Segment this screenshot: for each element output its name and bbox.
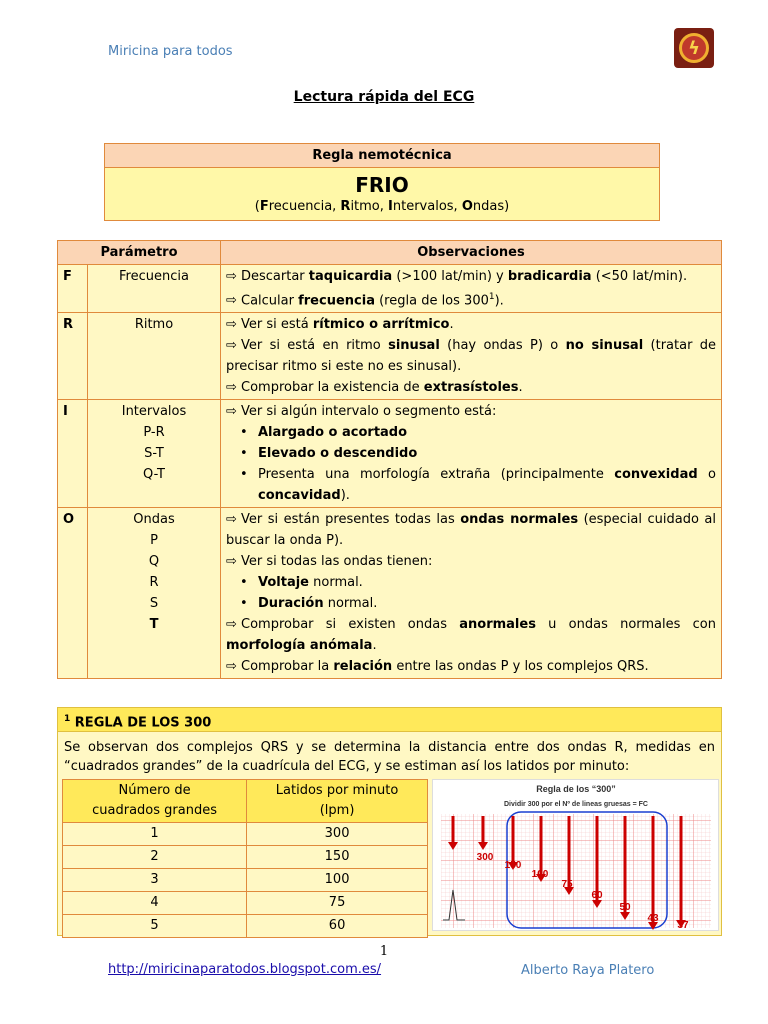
arrow-icon: ⇨ bbox=[226, 404, 237, 420]
ecg-rate-label: 50 bbox=[619, 902, 631, 913]
ecg-rate-label: 150 bbox=[504, 860, 522, 871]
row-letter: F bbox=[58, 265, 88, 313]
regla-heading: $^1$ REGLA DE LOS 300 bbox=[58, 708, 721, 732]
row-observations: ⇨ Ver si está rítmico o arrítmico. ⇨ Ver si está en ritmo sinusal (hay ondas P) o no sinusal (tratar de precisar ritmo si este no es sinusal). ⇨ Comprobar la existencia de extrasístoles. bbox=[221, 313, 722, 400]
arrow-icon: ⇨ bbox=[226, 338, 237, 354]
ecg-rate-label: 75 bbox=[561, 879, 573, 890]
arrow-icon: ⇨ bbox=[226, 554, 237, 570]
arrow-icon: ⇨ bbox=[226, 617, 237, 633]
table-row: 3 100 bbox=[63, 869, 428, 892]
row-observations: ⇨ Ver si algún intervalo o segmento está: • Alargado o acortado • Elevado o descendido • Presenta una morfología extraña (principalmente convexidad o concavidad). bbox=[221, 400, 722, 508]
mnemonic-heading: Regla nemotécnica bbox=[105, 144, 659, 168]
row-name: Intervalos P-R S-T Q-T bbox=[88, 400, 221, 508]
regla-text: Se observan dos complejos QRS y se determina la distancia entre dos ondas R, medidas en “cuadrados grandes” de la cuadrícula del ECG, y se estiman así los latidos por minuto: bbox=[64, 740, 715, 774]
ecg-rate-label: 37 bbox=[677, 920, 689, 930]
figure-subtitle: Dividir 300 por el Nº de lineas gruesas = FC bbox=[504, 801, 648, 808]
column-header-observaciones: Observaciones bbox=[221, 241, 722, 265]
page-title: Lectura rápida del ECG bbox=[293, 89, 475, 105]
table-row: 5 60 bbox=[63, 915, 428, 938]
table-row: 4 75 bbox=[63, 892, 428, 915]
blog-link[interactable]: http://miricinaparatodos.blogspot.com.es/ bbox=[108, 962, 382, 977]
row-observations: ⇨ Descartar taquicardia (>100 lat/min) y bradicardia (<50 lat/min). ⇨ Calcular frecuencia (regla de los $300^1$). bbox=[221, 265, 722, 313]
arrow-icon: ⇨ bbox=[226, 269, 237, 284]
arrow-icon: ⇨ bbox=[226, 293, 237, 309]
table-row: 2 150 bbox=[63, 846, 428, 869]
table-row bbox=[58, 400, 722, 508]
page-number: 1 bbox=[379, 944, 389, 959]
mnemonic-box bbox=[104, 143, 660, 221]
lightning-logo-icon bbox=[674, 28, 714, 68]
mnemonic-expansion: (Frecuencia, Ritmo, Intervalos, Ondas) bbox=[254, 199, 510, 214]
row-observations: ⇨ Ver si están presentes todas las ondas normales (especial cuidado al buscar la onda P). ⇨ Ver si todas las ondas tienen: • Voltaje normal. • Duración normal. ⇨ Comprobar si existen ondas anormales u ondas normales con morfología anómala. ⇨ Comprobar la relación entre las ondas P y los complejos QRS. bbox=[221, 508, 722, 679]
parameters-table bbox=[57, 240, 722, 679]
table-row: 1 300 bbox=[63, 823, 428, 846]
mnemonic-acronym: FRIO bbox=[355, 173, 409, 197]
ecg-rate-label: 100 bbox=[531, 869, 549, 880]
row-name: Ondas P Q R S T bbox=[88, 508, 221, 679]
row-name: Frecuencia bbox=[88, 265, 221, 313]
ecg-rate-label: 300 bbox=[476, 852, 494, 863]
table-row bbox=[58, 313, 722, 400]
arrow-icon: ⇨ bbox=[226, 380, 237, 396]
row-letter: R bbox=[58, 313, 88, 400]
lpm-table bbox=[62, 779, 428, 938]
ecg-grid-image bbox=[433, 780, 718, 930]
column-header-parametro: Parámetro bbox=[58, 241, 221, 265]
row-letter: I bbox=[58, 400, 88, 508]
column-header-lpm: Latidos por minuto (lpm) bbox=[247, 780, 428, 823]
table-row bbox=[58, 508, 722, 679]
ecg-rate-label: 43 bbox=[647, 913, 659, 924]
author-name: Alberto Raya Platero bbox=[521, 963, 655, 978]
ecg-rate-label: 60 bbox=[591, 890, 603, 901]
row-name: Ritmo bbox=[88, 313, 221, 400]
site-name: Miricina para todos bbox=[108, 44, 233, 59]
figure-title: Regla de los “300” bbox=[536, 784, 616, 794]
arrow-icon: ⇨ bbox=[226, 512, 237, 528]
lightning-bolt-icon: ϟ bbox=[679, 33, 709, 63]
arrow-icon: ⇨ bbox=[226, 659, 237, 675]
row-letter: O bbox=[58, 508, 88, 679]
ecg-figure bbox=[432, 779, 719, 931]
column-header-cuadrados: Número de cuadrados grandes bbox=[63, 780, 247, 823]
arrow-icon: ⇨ bbox=[226, 317, 237, 333]
table-row bbox=[58, 265, 722, 313]
